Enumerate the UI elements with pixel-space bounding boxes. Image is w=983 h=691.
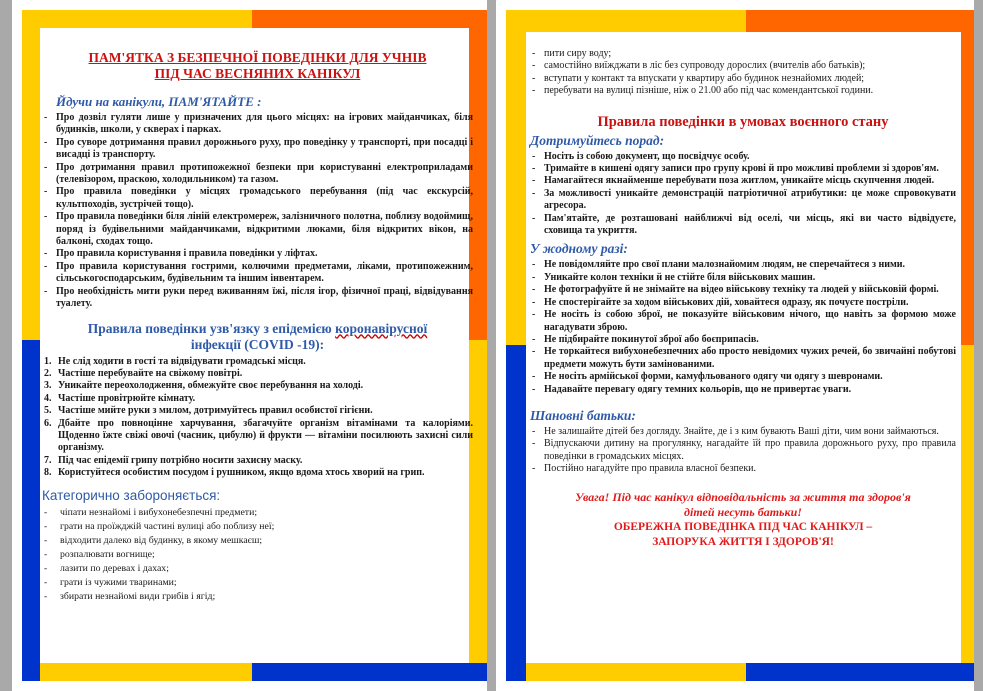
warning-text (530, 490, 956, 520)
list-item: - Про суворе дотримання правил дорожнього руху, про поведінку у транспорті, при посадці і висадці із транспорту. (42, 137, 473, 162)
list-item: - За можливості уникайте демонстрацій патріотичної атрибутики: це може спровокувати агресора. (530, 188, 956, 213)
list-item: 3. Уникайте переохолодження, обмежуйте своє перебування на холоді. (44, 380, 364, 392)
list-item: - Не повідомляйте про свої плани малознайомим людям, не сперечайтеся з ними. (530, 259, 956, 271)
list-item: - Про дозвіл гуляти лише у призначених для цього місцях: на ігрових майданчиках, біля будинків, школи, у скверах і парках. (42, 112, 473, 137)
heading-part: інфекції (COVID -19): (190, 336, 325, 352)
list-item: - Уникайте колон техніки й не стійте біля військових машин. (530, 272, 956, 284)
list-item: - відходити далеко від будинку, в якому мешкаєш; (42, 534, 473, 548)
list-item: - Не підбирайте покинутої зброї або боєприпасів. (530, 334, 956, 346)
list-item: 8. Користуйтеся особистим посудом і рушником, якщо вдома хтось хворий на грип. (44, 467, 425, 479)
never-list (530, 259, 956, 395)
list-item: - Про правила користування гострими, колючими предметами, ліками, протипожежним, сільськогосподарським, будівельним та іншим інвентарем. (42, 261, 473, 286)
section-heading: У жодному разі: (530, 241, 628, 257)
prohibited-list (42, 506, 473, 604)
list-item: - Намагайтеся якнайменше перебувати поза житлом, уникайте місць скупчення людей. (530, 175, 956, 187)
list-item: 6. Дбайте про повноцінне харчування, збагачуйте організм вітамінами та калоріями. Щоденно їжте свіжі овочі (часник, цибулю) й фрукти — вітаміни посилюють захисні сили організму. (44, 417, 473, 454)
list-item: - грати із чужими тваринами; (42, 576, 473, 590)
list-item: - лазити по деревах і дахах; (42, 562, 473, 576)
parents-list (530, 426, 956, 476)
orange-band (252, 10, 477, 28)
slogan-line: ЗАПОРУКА ЖИТТЯ І ЗДОРОВ'Я! (652, 535, 834, 548)
list-item: - Про правила поведінки біля ліній електромереж, залізничного полотна, поблизу водоймищ, поряд із будівельними майданчиками, відкритими люками, біля відкритих вікон, на балконі, сходах тощо. (42, 211, 473, 248)
list-item: 4. Частіше провітрюйте кімнату. (44, 392, 196, 404)
yellow-band (961, 345, 974, 681)
list-item: - Не носіть із собою зброї, не показуйте військовим нічого, що навіть за формою може нагадувати зброю. (530, 309, 956, 334)
warning-line: дітей несуть батьки! (684, 504, 802, 519)
heading-part: коронавірусної (335, 320, 428, 336)
page-left-content (42, 38, 473, 669)
section-heading: Йдучи на канікули, ПАМ'ЯТАЙТЕ : (56, 94, 262, 109)
page-title (42, 50, 473, 82)
list-item: - Надавайте перевагу одягу темних кольорів, що не привертає уваги. (530, 384, 956, 396)
page-left (12, 0, 487, 691)
prohibited-list-continued (530, 48, 956, 98)
list-item: - Відпускаючи дитину на прогулянку, нагадайте їй про правила дорожнього руху, про правила поведінки в громадських місцях. (530, 438, 956, 463)
title-line: ПІД ЧАС ВЕСНЯНИХ КАНІКУЛ (154, 66, 361, 81)
list-item: - Постійно нагадуйте про правила власної безпеки. (530, 463, 956, 475)
orange-band (746, 10, 974, 32)
section-heading: Категорично забороняється: (42, 487, 221, 503)
list-item: - збирати незнайомі види грибів і ягід; (42, 590, 473, 604)
final-slogan (530, 520, 956, 550)
list-item: - Тримайте в кишені одягу записи про групу крові й про можливі проблеми зі здоров'ям. (530, 163, 956, 175)
reminders-list (42, 112, 473, 311)
section-heading: Дотримуйтесь порад: (530, 132, 665, 148)
list-item: 1. Не слід ходити в гості та відвідувати громадські місця. (44, 355, 306, 367)
list-item: - Не торкайтеся вибухонебезпечних або просто невідомих чужих речей, бо звичайні побутові предмети можуть бути замінованими. (530, 346, 956, 371)
slogan-line: ОБЕРЕЖНА ПОВЕДІНКА ПІД ЧАС КАНІКУЛ – (613, 520, 873, 533)
yellow-band (506, 10, 746, 32)
list-item: - Носіть із собою документ, що посвідчує особу. (530, 151, 956, 163)
list-item: - розпалювати вогнище; (42, 548, 473, 562)
yellow-band (506, 10, 526, 345)
list-item: - Не носіть армійської форми, камуфльованого одягу чи одягу з шевронами. (530, 371, 956, 383)
orange-band (961, 10, 974, 345)
blue-band (22, 340, 40, 681)
page-right (496, 0, 974, 691)
yellow-band (22, 10, 252, 28)
list-item: - Не спостерігайте за ходом військових дій, ховайтеся одразу, як почуєте постріли. (530, 297, 956, 309)
page-right-content (530, 48, 956, 669)
section-heading (42, 321, 473, 353)
section-heading: Шановні батьки: (530, 407, 636, 423)
list-item: 2. Частіше перебувайте на свіжому повітрі. (44, 367, 243, 379)
list-item: - Про правила користування і правила поведінки у ліфтах. (42, 248, 473, 260)
list-item: 5. Частіше мийте руки з милом, дотримуйтесь правил особистої гігієни. (44, 405, 373, 417)
advice-list (530, 151, 956, 238)
list-item: - Про необхідність мити руки перед вживанням їжі, після ігор, фізичної праці, відвідування туалету. (42, 286, 473, 311)
covid-rules-list (42, 356, 473, 480)
list-item: - Про правила поведінки у місцях громадського перебування (під час екскурсій, культпоходів, зустрічей тощо). (42, 186, 473, 211)
list-item: - самостійно виїжджати в ліс без супроводу дорослих (вчителів або батьків); (530, 60, 956, 72)
list-item: - перебувати на вулиці пізніше, ніж о 21.00 або під час комендантської години. (530, 85, 956, 97)
section-heading: Правила поведінки в умовах воєнного стану (597, 113, 889, 130)
list-item: - грати на проїжджій частині вулиці або поблизу неї; (42, 520, 473, 534)
list-item: - Про дотримання правил протипожежної безпеки при користуванні електроприладами (телевізором, праскою, холодильником) та газом. (42, 162, 473, 187)
list-item: - Не залишайте дітей без догляду. Знайте, де і з ким бувають Ваші діти, чим вони займаються. (530, 426, 956, 438)
heading-part: Правила поведінки узв'язку з епідемією (87, 320, 336, 336)
list-item: - пити сиру воду; (530, 48, 956, 60)
list-item: - Пам'ятайте, де розташовані найближчі від оселі, чи місць, які ви часто відвідуєте, сховища та укриття. (530, 213, 956, 238)
yellow-band (22, 10, 40, 340)
list-item: - Не фотографуйте й не знімайте на відео військову техніку та людей у військовій формі. (530, 284, 956, 296)
list-item: - чіпати незнайомі і вибухонебезпечні предмети; (42, 506, 473, 520)
list-item: 7. Під час епідемії грипу потрібно носити захисну маску. (44, 454, 303, 466)
warning-line: Увага! Під час канікул відповідальність за життя та здоров'я (575, 489, 911, 504)
title-line: ПАМ'ЯТКА З БЕЗПЕЧНОЇ ПОВЕДІНКИ ДЛЯ УЧНІВ (88, 50, 427, 65)
blue-band (506, 345, 526, 681)
list-item: - вступати у контакт та впускати у квартиру або будинок незнайомих людей; (530, 73, 956, 85)
